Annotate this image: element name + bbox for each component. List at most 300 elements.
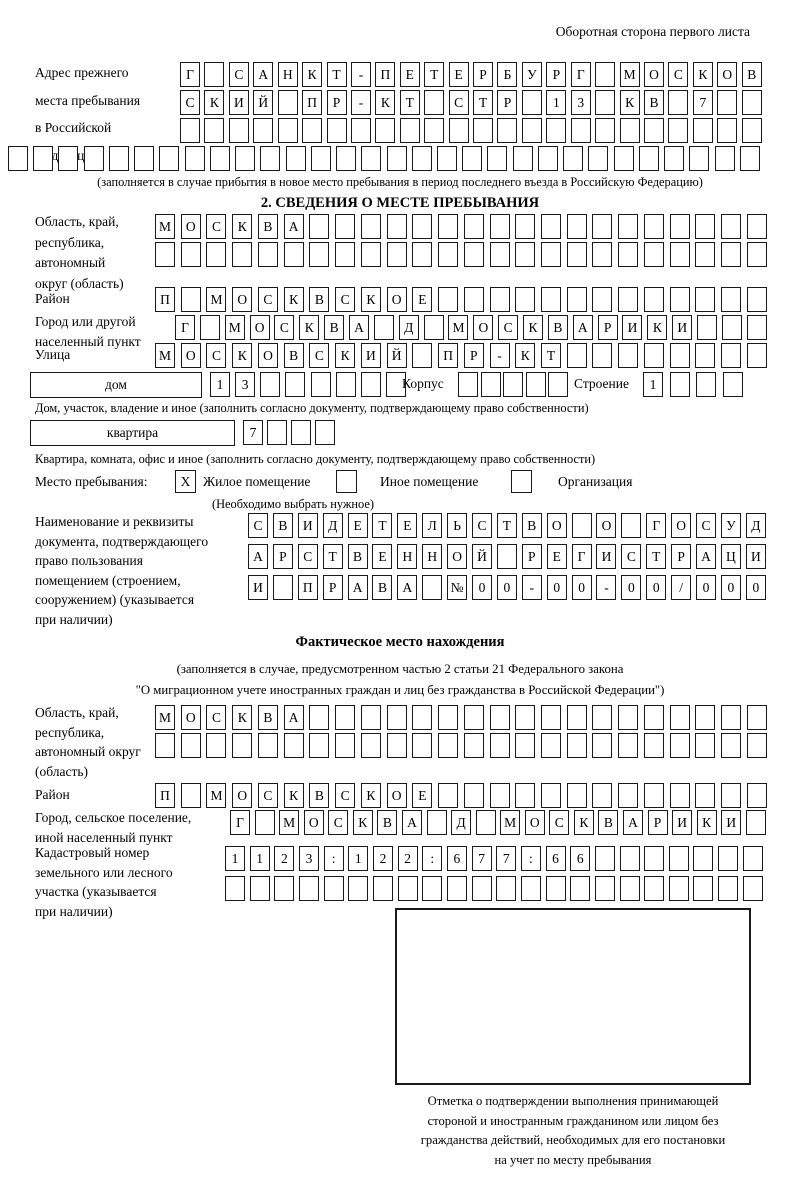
form-cell[interactable] (620, 846, 640, 871)
form-cell[interactable] (618, 343, 638, 368)
form-cell[interactable] (522, 118, 542, 143)
form-cell[interactable]: В (348, 544, 368, 569)
form-cell[interactable]: 7 (496, 846, 516, 871)
form-cell[interactable]: - (351, 62, 371, 87)
form-cell[interactable] (438, 733, 458, 758)
form-cell[interactable]: : (324, 846, 344, 871)
form-cell[interactable]: А (284, 214, 304, 239)
form-cell[interactable] (497, 118, 517, 143)
form-cell[interactable] (412, 242, 432, 267)
form-cell[interactable] (315, 420, 335, 445)
form-cell[interactable] (490, 783, 510, 808)
form-cell[interactable]: К (647, 315, 667, 340)
form-cell[interactable]: И (721, 810, 741, 835)
form-cell[interactable] (472, 876, 492, 901)
form-cell[interactable] (541, 733, 561, 758)
form-cell[interactable] (375, 118, 395, 143)
form-cell[interactable]: С (180, 90, 200, 115)
form-cell[interactable]: 0 (472, 575, 492, 600)
form-cell[interactable] (567, 287, 587, 312)
form-cell[interactable] (747, 705, 767, 730)
form-cell[interactable] (669, 846, 689, 871)
form-cell[interactable]: М (155, 214, 175, 239)
form-cell[interactable] (438, 287, 458, 312)
form-cell[interactable]: И (672, 315, 692, 340)
form-cell[interactable] (285, 372, 305, 397)
form-cell[interactable] (743, 846, 763, 871)
form-cell[interactable] (58, 146, 78, 171)
form-cell[interactable] (592, 783, 612, 808)
form-cell[interactable] (563, 146, 583, 171)
form-cell[interactable]: О (387, 783, 407, 808)
form-cell[interactable] (620, 118, 640, 143)
form-cell[interactable]: В (742, 62, 762, 87)
form-cell[interactable]: К (693, 62, 713, 87)
form-cell[interactable]: О (596, 513, 616, 538)
form-cell[interactable] (387, 146, 407, 171)
form-cell[interactable] (159, 146, 179, 171)
form-cell[interactable] (621, 513, 641, 538)
form-cell[interactable] (324, 876, 344, 901)
form-cell[interactable] (335, 705, 355, 730)
form-cell[interactable] (592, 733, 612, 758)
form-cell[interactable] (614, 146, 634, 171)
form-cell[interactable]: И (298, 513, 318, 538)
form-cell[interactable] (496, 876, 516, 901)
form-cell[interactable] (693, 876, 713, 901)
form-cell[interactable] (515, 705, 535, 730)
form-cell[interactable]: - (351, 90, 371, 115)
form-cell[interactable] (644, 705, 664, 730)
form-cell[interactable]: С (229, 62, 249, 87)
form-cell[interactable] (541, 242, 561, 267)
form-cell[interactable] (515, 214, 535, 239)
form-cell[interactable]: К (299, 315, 319, 340)
form-cell[interactable]: О (644, 62, 664, 87)
form-cell[interactable] (639, 146, 659, 171)
form-cell[interactable]: Д (451, 810, 471, 835)
form-cell[interactable]: Т (646, 544, 666, 569)
form-cell[interactable]: 0 (497, 575, 517, 600)
form-cell[interactable]: С (206, 214, 226, 239)
form-cell[interactable] (522, 90, 542, 115)
form-cell[interactable]: А (253, 62, 273, 87)
form-cell[interactable] (546, 118, 566, 143)
form-cell[interactable]: 0 (696, 575, 716, 600)
form-cell[interactable]: О (717, 62, 737, 87)
form-cell[interactable]: С (328, 810, 348, 835)
form-cell[interactable] (668, 90, 688, 115)
form-cell[interactable] (361, 372, 381, 397)
form-cell[interactable]: А (696, 544, 716, 569)
form-cell[interactable]: О (258, 343, 278, 368)
form-cell[interactable] (373, 876, 393, 901)
form-cell[interactable]: В (377, 810, 397, 835)
form-cell[interactable] (567, 214, 587, 239)
form-cell[interactable] (592, 705, 612, 730)
form-cell[interactable]: О (181, 343, 201, 368)
form-cell[interactable]: : (422, 846, 442, 871)
form-cell[interactable]: П (298, 575, 318, 600)
form-cell[interactable]: Т (372, 513, 392, 538)
form-cell[interactable]: Р (598, 315, 618, 340)
form-cell[interactable]: Р (648, 810, 668, 835)
form-cell[interactable] (541, 783, 561, 808)
form-cell[interactable]: К (574, 810, 594, 835)
form-cell[interactable] (361, 733, 381, 758)
form-cell[interactable] (181, 733, 201, 758)
form-cell[interactable]: С (335, 287, 355, 312)
form-cell[interactable] (546, 876, 566, 901)
form-cell[interactable]: А (248, 544, 268, 569)
form-cell[interactable]: А (623, 810, 643, 835)
form-cell[interactable]: 7 (472, 846, 492, 871)
form-cell[interactable] (464, 242, 484, 267)
form-cell[interactable] (497, 544, 517, 569)
form-cell[interactable] (595, 90, 615, 115)
form-cell[interactable] (351, 118, 371, 143)
form-cell[interactable]: Д (746, 513, 766, 538)
form-cell[interactable] (361, 146, 381, 171)
form-cell[interactable] (695, 287, 715, 312)
form-cell[interactable] (361, 214, 381, 239)
form-cell[interactable]: Т (424, 62, 444, 87)
form-cell[interactable]: О (304, 810, 324, 835)
form-cell[interactable] (521, 876, 541, 901)
form-cell[interactable]: Г (646, 513, 666, 538)
form-cell[interactable]: Р (546, 62, 566, 87)
form-cell[interactable] (309, 733, 329, 758)
form-cell[interactable]: 6 (546, 846, 566, 871)
form-cell[interactable] (695, 733, 715, 758)
form-cell[interactable]: - (522, 575, 542, 600)
form-cell[interactable]: Р (522, 544, 542, 569)
form-cell[interactable] (490, 705, 510, 730)
form-cell[interactable]: Е (412, 783, 432, 808)
form-cell[interactable] (387, 733, 407, 758)
form-cell[interactable] (260, 146, 280, 171)
form-cell[interactable] (204, 62, 224, 87)
form-cell[interactable]: Е (400, 62, 420, 87)
form-cell[interactable] (670, 287, 690, 312)
form-cell[interactable] (309, 214, 329, 239)
form-cell[interactable] (412, 733, 432, 758)
form-cell[interactable] (670, 372, 690, 397)
form-cell[interactable] (747, 783, 767, 808)
form-cell[interactable]: И (361, 343, 381, 368)
form-cell[interactable]: А (573, 315, 593, 340)
form-cell[interactable]: К (335, 343, 355, 368)
form-cell[interactable] (427, 810, 447, 835)
form-cell[interactable]: В (598, 810, 618, 835)
form-cell[interactable] (438, 783, 458, 808)
form-cell[interactable]: О (525, 810, 545, 835)
form-cell[interactable]: В (273, 513, 293, 538)
form-cell[interactable] (232, 242, 252, 267)
form-cell[interactable]: О (181, 705, 201, 730)
form-cell[interactable]: С (274, 315, 294, 340)
form-cell[interactable] (449, 118, 469, 143)
form-cell[interactable] (695, 343, 715, 368)
form-cell[interactable] (644, 242, 664, 267)
form-cell[interactable]: В (309, 783, 329, 808)
form-cell[interactable] (592, 343, 612, 368)
form-cell[interactable] (695, 705, 715, 730)
form-cell[interactable]: К (353, 810, 373, 835)
form-cell[interactable]: 1 (546, 90, 566, 115)
form-cell[interactable] (250, 876, 270, 901)
form-cell[interactable] (437, 146, 457, 171)
form-cell[interactable] (361, 705, 381, 730)
form-cell[interactable] (400, 118, 420, 143)
form-cell[interactable]: 1 (348, 846, 368, 871)
form-cell[interactable]: О (232, 783, 252, 808)
form-cell[interactable]: К (232, 214, 252, 239)
form-cell[interactable] (592, 287, 612, 312)
form-cell[interactable] (572, 513, 592, 538)
form-cell[interactable]: О (232, 287, 252, 312)
form-cell[interactable] (644, 783, 664, 808)
form-cell[interactable] (274, 876, 294, 901)
form-cell[interactable]: Е (348, 513, 368, 538)
form-cell[interactable] (541, 214, 561, 239)
form-cell[interactable] (570, 876, 590, 901)
form-cell[interactable] (717, 118, 737, 143)
form-cell[interactable] (513, 146, 533, 171)
form-cell[interactable] (588, 146, 608, 171)
form-cell[interactable]: Г (230, 810, 250, 835)
form-cell[interactable] (225, 876, 245, 901)
form-cell[interactable]: В (309, 287, 329, 312)
form-cell[interactable] (284, 242, 304, 267)
form-cell[interactable]: В (548, 315, 568, 340)
form-cell[interactable]: Р (327, 90, 347, 115)
form-cell[interactable]: Д (323, 513, 343, 538)
form-cell[interactable]: 3 (571, 90, 591, 115)
form-cell[interactable]: С (258, 783, 278, 808)
form-cell[interactable] (567, 242, 587, 267)
form-cell[interactable]: К (284, 783, 304, 808)
form-cell[interactable] (424, 90, 444, 115)
form-cell[interactable] (721, 287, 741, 312)
form-cell[interactable] (311, 146, 331, 171)
form-cell[interactable] (541, 705, 561, 730)
form-cell[interactable]: К (361, 783, 381, 808)
form-cell[interactable] (670, 783, 690, 808)
form-cell[interactable] (206, 242, 226, 267)
form-cell[interactable]: В (284, 343, 304, 368)
form-cell[interactable] (348, 876, 368, 901)
form-cell[interactable] (473, 118, 493, 143)
form-cell[interactable]: П (155, 287, 175, 312)
form-cell[interactable] (721, 733, 741, 758)
form-cell[interactable] (697, 315, 717, 340)
form-cell[interactable] (235, 146, 255, 171)
form-cell[interactable] (299, 876, 319, 901)
form-cell[interactable] (424, 315, 444, 340)
form-cell[interactable]: Е (397, 513, 417, 538)
form-cell[interactable]: 2 (274, 846, 294, 871)
form-cell[interactable]: М (155, 705, 175, 730)
form-cell[interactable] (669, 876, 689, 901)
form-cell[interactable]: Б (497, 62, 517, 87)
form-cell[interactable] (747, 214, 767, 239)
form-cell[interactable]: М (448, 315, 468, 340)
form-cell[interactable] (592, 242, 612, 267)
form-cell[interactable] (742, 90, 762, 115)
form-cell[interactable] (335, 242, 355, 267)
form-cell[interactable] (181, 242, 201, 267)
form-cell[interactable]: С (206, 705, 226, 730)
form-cell[interactable]: К (204, 90, 224, 115)
form-cell[interactable] (644, 343, 664, 368)
form-cell[interactable]: К (361, 287, 381, 312)
form-cell[interactable] (670, 343, 690, 368)
form-cell[interactable] (210, 146, 230, 171)
form-cell[interactable]: - (490, 343, 510, 368)
form-cell[interactable]: С (248, 513, 268, 538)
form-cell[interactable] (387, 242, 407, 267)
form-cell[interactable] (670, 242, 690, 267)
form-cell[interactable]: 6 (447, 846, 467, 871)
form-cell[interactable] (503, 372, 523, 397)
form-cell[interactable]: П (302, 90, 322, 115)
form-cell[interactable] (181, 783, 201, 808)
form-cell[interactable] (284, 733, 304, 758)
form-cell[interactable]: У (721, 513, 741, 538)
form-cell[interactable]: М (500, 810, 520, 835)
form-cell[interactable] (412, 214, 432, 239)
form-cell[interactable]: А (284, 705, 304, 730)
form-cell[interactable] (464, 733, 484, 758)
form-cell[interactable]: Н (278, 62, 298, 87)
form-cell[interactable] (721, 705, 741, 730)
form-cell[interactable] (278, 90, 298, 115)
form-cell[interactable] (722, 315, 742, 340)
form-cell[interactable] (746, 810, 766, 835)
form-cell[interactable]: О (250, 315, 270, 340)
form-cell[interactable] (670, 214, 690, 239)
form-cell[interactable] (481, 372, 501, 397)
form-cell[interactable]: 0 (547, 575, 567, 600)
form-cell[interactable] (447, 876, 467, 901)
form-cell[interactable]: И (248, 575, 268, 600)
form-cell[interactable] (109, 146, 129, 171)
form-cell[interactable]: 1 (210, 372, 230, 397)
form-cell[interactable] (747, 733, 767, 758)
form-cell[interactable] (696, 372, 716, 397)
form-cell[interactable]: О (671, 513, 691, 538)
form-cell[interactable]: : (521, 846, 541, 871)
form-cell[interactable]: Р (497, 90, 517, 115)
form-cell[interactable]: О (181, 214, 201, 239)
form-cell[interactable] (335, 214, 355, 239)
form-cell[interactable]: 3 (299, 846, 319, 871)
form-cell[interactable] (206, 733, 226, 758)
form-cell[interactable]: У (522, 62, 542, 87)
form-cell[interactable] (644, 733, 664, 758)
form-cell[interactable]: О (447, 544, 467, 569)
form-cell[interactable] (336, 372, 356, 397)
form-cell[interactable] (286, 146, 306, 171)
form-cell[interactable]: Е (412, 287, 432, 312)
form-cell[interactable] (229, 118, 249, 143)
form-cell[interactable]: К (697, 810, 717, 835)
form-cell[interactable] (424, 118, 444, 143)
form-cell[interactable]: М (206, 783, 226, 808)
form-cell[interactable] (155, 733, 175, 758)
form-cell[interactable]: С (668, 62, 688, 87)
form-cell[interactable] (721, 343, 741, 368)
form-cell[interactable]: М (279, 810, 299, 835)
form-cell[interactable] (620, 876, 640, 901)
form-cell[interactable] (747, 343, 767, 368)
form-cell[interactable] (515, 287, 535, 312)
form-cell[interactable] (327, 118, 347, 143)
form-cell[interactable]: 0 (746, 575, 766, 600)
form-cell[interactable]: П (438, 343, 458, 368)
form-cell[interactable] (476, 810, 496, 835)
form-cell[interactable] (515, 783, 535, 808)
checkbox-zhiloe[interactable]: X (175, 470, 196, 493)
form-cell[interactable]: Ц (721, 544, 741, 569)
form-cell[interactable]: Р (464, 343, 484, 368)
form-cell[interactable]: Е (372, 544, 392, 569)
form-cell[interactable] (721, 214, 741, 239)
form-cell[interactable] (538, 146, 558, 171)
form-cell[interactable] (721, 242, 741, 267)
form-cell[interactable] (438, 705, 458, 730)
form-cell[interactable] (515, 733, 535, 758)
form-cell[interactable]: Т (323, 544, 343, 569)
form-cell[interactable]: В (522, 513, 542, 538)
form-cell[interactable] (412, 146, 432, 171)
form-cell[interactable] (398, 876, 418, 901)
form-cell[interactable] (134, 146, 154, 171)
form-cell[interactable] (644, 287, 664, 312)
form-cell[interactable]: Е (547, 544, 567, 569)
form-cell[interactable]: Р (473, 62, 493, 87)
form-cell[interactable]: К (284, 287, 304, 312)
form-cell[interactable]: Т (473, 90, 493, 115)
form-cell[interactable]: Р (671, 544, 691, 569)
form-cell[interactable] (618, 214, 638, 239)
form-cell[interactable] (717, 90, 737, 115)
form-cell[interactable] (464, 783, 484, 808)
form-cell[interactable] (567, 733, 587, 758)
form-cell[interactable] (458, 372, 478, 397)
form-cell[interactable] (747, 287, 767, 312)
form-cell[interactable]: 1 (250, 846, 270, 871)
form-cell[interactable] (464, 705, 484, 730)
form-cell[interactable] (302, 118, 322, 143)
form-cell[interactable] (155, 242, 175, 267)
form-cell[interactable] (693, 846, 713, 871)
form-cell[interactable] (181, 287, 201, 312)
form-cell[interactable]: 7 (693, 90, 713, 115)
form-cell[interactable] (200, 315, 220, 340)
form-cell[interactable] (387, 705, 407, 730)
form-cell[interactable] (747, 315, 767, 340)
form-cell[interactable]: С (696, 513, 716, 538)
form-cell[interactable] (267, 420, 287, 445)
form-cell[interactable] (309, 705, 329, 730)
form-cell[interactable] (618, 733, 638, 758)
form-cell[interactable]: С (621, 544, 641, 569)
form-cell[interactable] (336, 146, 356, 171)
form-cell[interactable]: С (258, 287, 278, 312)
form-cell[interactable]: 2 (398, 846, 418, 871)
